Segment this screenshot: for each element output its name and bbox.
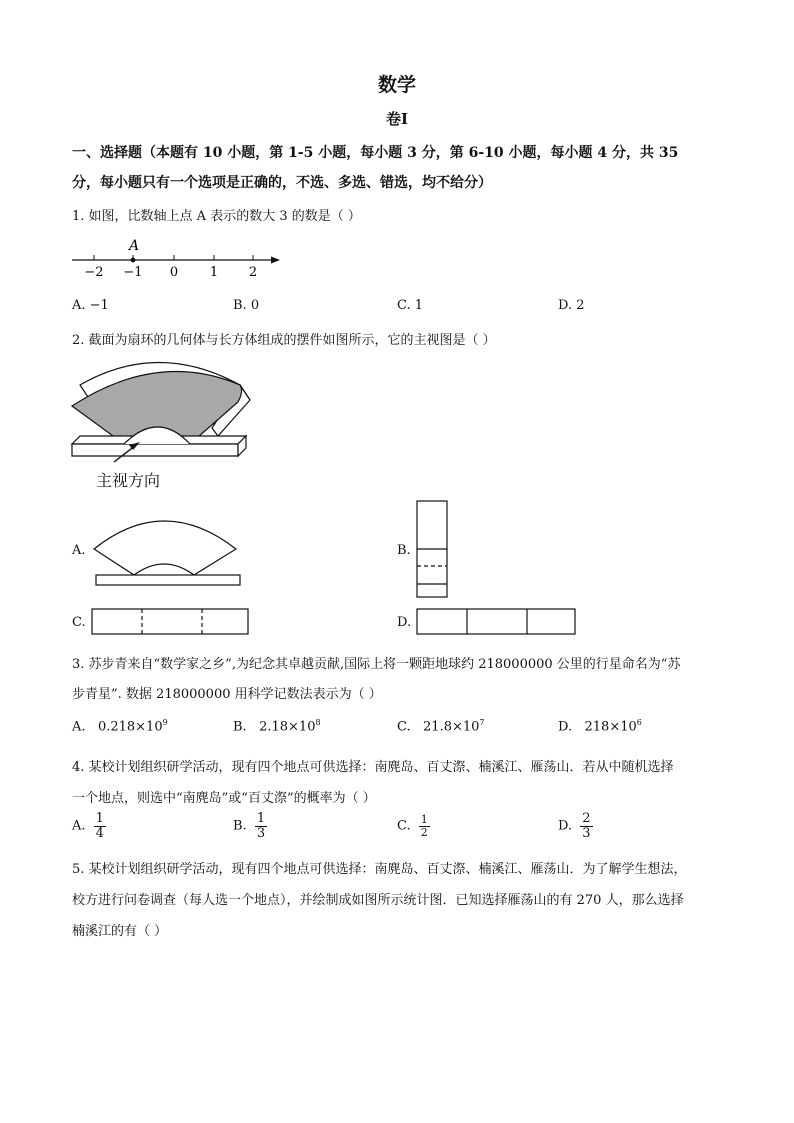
option-letter: D. (558, 719, 573, 735)
number-line-arrow (271, 257, 280, 264)
paper-subtitle: 卷I (385, 110, 409, 128)
q4-option-c (397, 814, 430, 838)
tick-label: 2 (248, 265, 258, 280)
tick-label: −1 (123, 265, 143, 280)
fraction: $\frac{1}{3}$ (256, 811, 266, 841)
option-base: 2.18×10 (259, 719, 316, 735)
option-letter: A. (72, 818, 86, 834)
section-heading-line1: 一、选择题（本题有 10 小题，第 1-5 小题，每小题 3 分，第 6-10 小题，每小题 4 分，共 35 (72, 145, 679, 161)
q2-option-a-label: A. (72, 543, 86, 558)
q4-stem-line1: 4. 某校计划组织研学活动，现有四个地点可供选择：南麂岛、百丈漈、楠溪江、雁荡山．若从中随机选择 (72, 760, 674, 775)
q2-stem: 2. 截面为扇环的几何体与长方体组成的摆件如图所示，它的主视图是（ ） (72, 333, 496, 348)
q1-option-b: B. 0 (233, 298, 260, 313)
q1-option-d: D. 2 (558, 298, 585, 313)
q2-option-a-figure (92, 505, 244, 590)
option-letter: A. (72, 719, 86, 735)
q2-option-c-label: C. (72, 615, 86, 630)
q2-option-d-label: D. (397, 615, 412, 630)
q3-option-b (233, 718, 321, 734)
q4-option-a (72, 812, 106, 840)
q5-stem-line3: 楠溪江的有（ ） (72, 924, 168, 939)
q1-option-a: A. −1 (72, 298, 109, 313)
tick-label: 0 (169, 265, 179, 280)
q3-stem-line2: 步青星”. 数据 218000000 用科学记数法表示为（ ） (72, 687, 382, 702)
q2-option-b-figure (415, 499, 451, 599)
option-letter: C. (397, 719, 411, 735)
q5-stem-line1: 5. 某校计划组织研学活动，现有四个地点可供选择：南麂岛、百丈漈、楠溪江、雁荡山．为了解学生想法， (72, 862, 687, 877)
q3-stem-line1: 3. 苏步青来自“数学家之乡”,为纪念其卓越贡献,国际上将一颗距地球约 218000000 公里的行星命名为“苏 (72, 657, 681, 672)
q2-ornament-figure (66, 358, 256, 493)
q2-option-d-figure (415, 607, 579, 637)
q2-option-c-figure (90, 607, 252, 637)
q4-option-d (558, 812, 593, 840)
section-heading-line2: 分，每小题只有一个选项是正确的，不选、多选、错选，均不给分） (72, 175, 492, 191)
option-letter: C. (397, 818, 411, 834)
q5-stem-line2: 校方进行问卷调查（每人选一个地点），并绘制成如图所示统计图．已知选择雁荡山的有 270 人，那么选择 (72, 893, 684, 908)
fraction: $\frac{2}{3}$ (582, 811, 591, 841)
option-exponent: 6 (636, 718, 642, 727)
point-a-label: A (129, 238, 140, 254)
option-base: 0.218×10 (97, 719, 163, 735)
option-base: 218×10 (584, 719, 637, 735)
q3-option-d (558, 718, 642, 734)
q1-number-line (68, 234, 288, 280)
q1-stem: 1. 如图，比数轴上点 A 表示的数大 3 的数是（ ） (72, 209, 361, 224)
option-letter: B. (233, 719, 247, 735)
option-exponent: 7 (479, 718, 485, 727)
q3-option-c (397, 718, 485, 734)
q3-option-a (72, 718, 168, 734)
q1-option-c: C. 1 (397, 298, 424, 313)
option-base: 21.8×10 (423, 719, 480, 735)
page-title: 数学 (377, 74, 416, 96)
option-exponent: 8 (315, 718, 321, 727)
option-letter: D. (558, 818, 573, 834)
point-a-dot (131, 258, 136, 263)
q4-option-b (233, 812, 267, 840)
fraction: $\frac{1}{4}$ (95, 811, 104, 841)
fraction: $\frac{1}{2}$ (420, 813, 428, 839)
option-letter: B. (233, 818, 247, 834)
q2-option-b-label: B. (397, 543, 411, 558)
view-direction-label: 主视方向 (96, 471, 161, 490)
q4-stem-line2: 一个地点，则选中“南麂岛”或“百丈漈”的概率为（ ） (72, 791, 376, 806)
option-exponent: 9 (162, 718, 168, 727)
tick-label: −2 (84, 265, 104, 280)
tick-label: 1 (209, 265, 219, 280)
